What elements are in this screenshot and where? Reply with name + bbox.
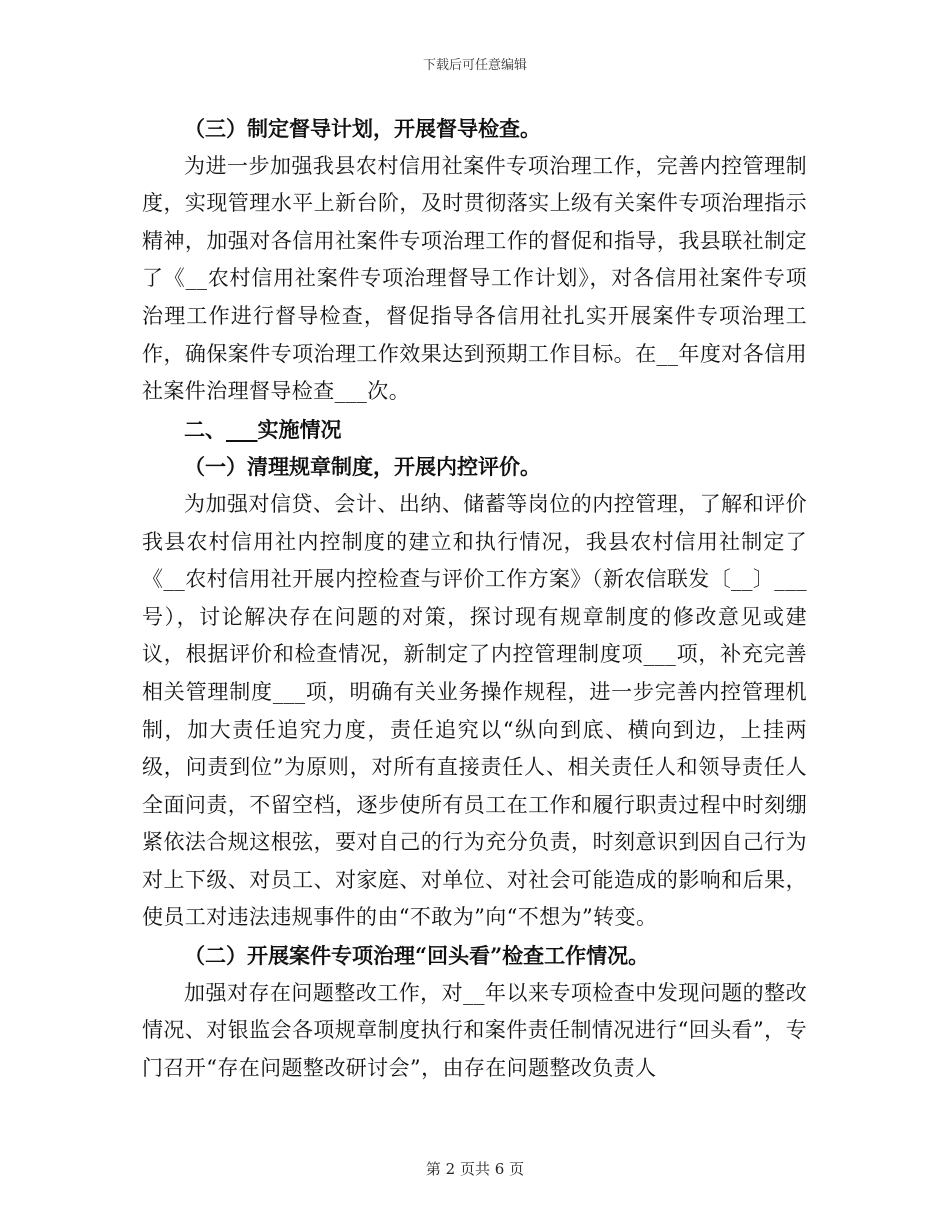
- section-heading-review: （二）开展案件专项治理“回头看”检查工作情况。: [184, 943, 650, 969]
- document-body: [142, 110, 807, 1087]
- section-heading-supervision: （三）制定督导计划，开展督导检查。: [184, 116, 541, 141]
- paragraph-supervision: 为进一步加强我县农村信用社案件专项治理工作，完善内控管理制度，实现管理水平上新台阶，及时贯彻落实上级有关案件专项治理指示精神，加强对各信用社案件专项治理工作的督促和指导，我县联社制定了《__农村信用社案件专项治理督导工作计划》，对各信用社案件专项治理工作进行督导检查，督促指导各信用社扎实开展案件专项治理工作，确保案件专项治理工作效果达到预期工作目标。在__年度对各信用社案件治理督导检查___次。: [142, 153, 807, 404]
- page-footer: 第 2 页共 6 页: [425, 1160, 525, 1178]
- section-heading-implementation: 二、___实施情况: [184, 416, 342, 442]
- paragraph-rules: 为加强对信贷、会计、出纳、储蓄等岗位的内控管理，了解和评价我县农村信用社内控制度的建立和执行情况，我县农村信用社制定了《__农村信用社开展内控检查与评价工作方案》（新农信联发〔__〕___号），讨论解决存在问题的对策，探讨现有规章制度的修改意见或建议，根据评价和检查情况，新制定了内控管理制度项___项，补充完善相关管理制度___项，明确有关业务操作规程，进一步完善内控管理机制，加大责任追究力度，责任追究以“纵向到底、横向到边，上挂两级，问责到位”为原则，对所有直接责任人、相关责任人和领导责任人全面问责，不留空档，逐步使所有员工在工作和履行职责过程中时刻绷紧依法合规这根弦，要对自己的行为充分负责，时刻意识到因自己行为对上下级、对员工、对家庭、对单位、对社会可能造成的影响和后果，使员工对违法违规事件的由“不敢为”向“不想为”转变。: [142, 491, 807, 930]
- page-header: 下载后可任意编辑: [422, 58, 527, 73]
- paragraph-review: 加强对存在问题整改工作，对__年以来专项检查中发现问题的整改情况、对银监会各项规章制度执行和案件责任制情况进行“回头看”，专门召开“存在问题整改研讨会”，由存在问题整改负责人: [142, 980, 807, 1080]
- section-heading-rules: （一）清理规章制度，开展内控评价。: [184, 454, 541, 480]
